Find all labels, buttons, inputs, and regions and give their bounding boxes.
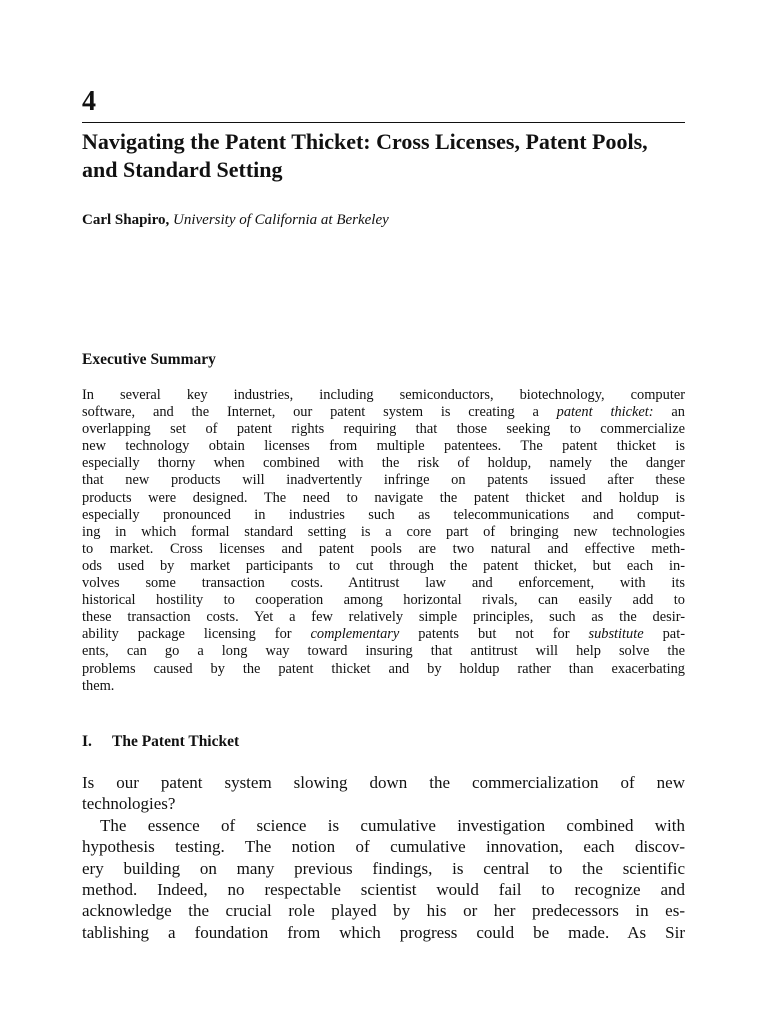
text-line: Is our patent system slowing down the commercialization of new: [82, 773, 685, 792]
text-line: software, and the Internet, our patent system is creating a patent thicket: an: [82, 404, 685, 421]
section-title: The Patent Thicket: [112, 733, 240, 750]
text-line: ability package licensing for complementary patents but not for substitute pat-: [82, 626, 685, 643]
text-line: volves some transaction costs. Antitrust law and enforcement, with its: [82, 575, 685, 592]
author-affiliation: University of California at Berkeley: [173, 212, 389, 228]
text-line: ods used by market participants to cut through the patent thicket, but each in-: [82, 557, 685, 574]
text-line: historical hostility to cooperation among horizontal rivals, can easily add to: [82, 592, 685, 609]
chapter-rule: [82, 122, 685, 123]
text-line: problems caused by the patent thicket and by holdup rather than exacerbating: [82, 660, 685, 677]
italic-term: patent thicket:: [556, 404, 654, 421]
text-line: overlapping set of patent rights requiring that those seeking to commercialize: [82, 421, 685, 438]
executive-summary-text: [82, 387, 685, 695]
text-line: to market. Cross licenses and patent pools are two natural and effective meth-: [82, 540, 685, 557]
italic-term: complementary: [310, 626, 400, 643]
text-line: method. Indeed, no respectable scientist would fail to recognize and: [82, 879, 685, 899]
section-number: I.: [82, 733, 92, 750]
executive-summary-heading: Executive Summary: [82, 351, 216, 368]
text-line: that new products will inadvertently infringe on patents issued after these: [82, 472, 685, 489]
chapter-number: 4: [82, 86, 96, 117]
text-line: ing in which formal standard setting is a core part of bringing new technologies: [82, 523, 685, 540]
text-line: tablishing a foundation from which progress could be made. As Sir: [82, 922, 685, 942]
text-line: them.: [82, 677, 115, 694]
text-line: products were designed. The need to navigate the patent thicket and holdup is: [82, 489, 685, 506]
author-name: Carl Shapiro,: [82, 212, 170, 228]
text-line: acknowledge the crucial role played by his or her predecessors in es-: [82, 901, 685, 921]
text-line: especially thorny when combined with the risk of holdup, namely the danger: [82, 455, 685, 472]
text-line: ents, can go a long way toward insuring that antitrust will help solve the: [82, 643, 685, 660]
text-line: these transaction costs. Yet a few relatively simple principles, such as the desir-: [82, 609, 685, 626]
italic-term: substitute: [588, 626, 644, 643]
section-heading: [82, 731, 239, 753]
body-text: [82, 772, 685, 943]
chapter-title: Navigating the Patent Thicket: Cross Licenses, Patent Pools, and Standard Setting: [82, 129, 648, 182]
text-line: technologies?: [82, 794, 176, 814]
text-line: new technology obtain licenses from multiple patentees. The patent thicket is: [82, 438, 685, 455]
byline: [82, 210, 389, 230]
text-line: The essence of science is cumulative investigation combined with: [100, 815, 685, 835]
text-line: especially pronounced in industries such as telecommunications and comput-: [82, 506, 685, 523]
text-line: ery building on many previous findings, is central to the scientific: [82, 858, 685, 878]
text-line: In several key industries, including semiconductors, biotechnology, computer: [82, 387, 685, 403]
text-line: hypothesis testing. The notion of cumulative innovation, each discov-: [82, 837, 685, 857]
